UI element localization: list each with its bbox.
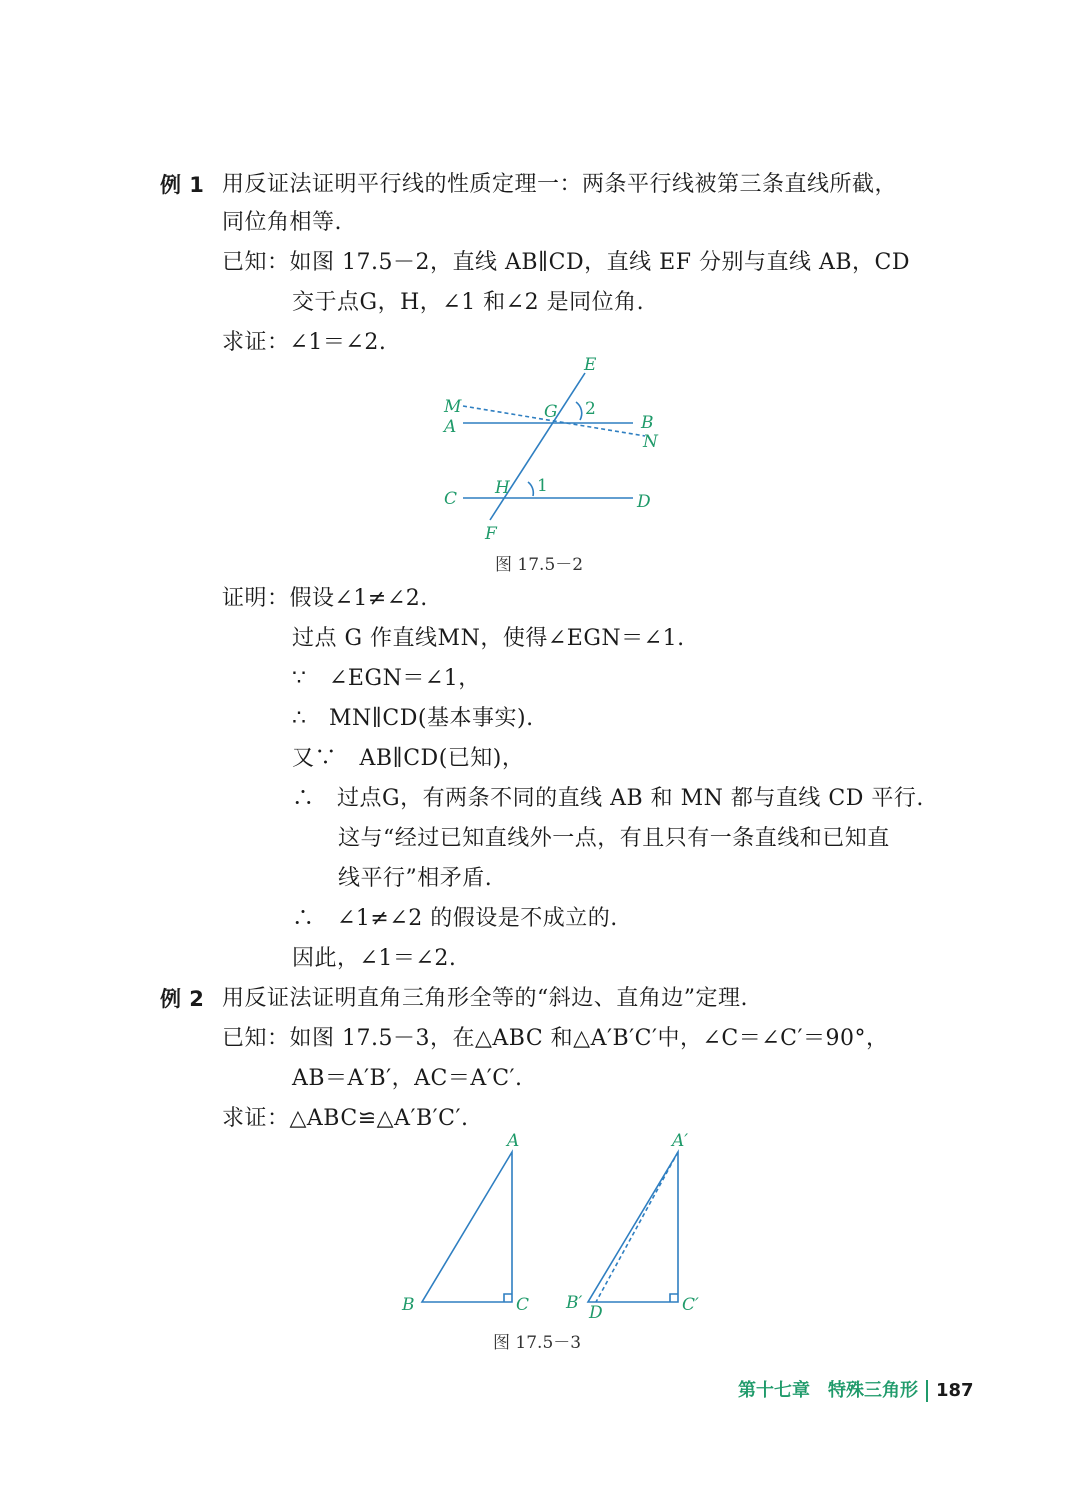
page-number: 187 bbox=[936, 1380, 974, 1401]
figure-caption-17-5-3: 图 17.5－3 bbox=[493, 1333, 582, 1353]
label-tri-c1: C′ bbox=[682, 1295, 699, 1315]
example1-given-line1: 已知：如图 17.5－2，直线 AB∥CD，直线 EF 分别与直线 AB，CD bbox=[222, 250, 910, 275]
label-c: C bbox=[444, 489, 458, 509]
label-f: F bbox=[485, 524, 497, 544]
example2-label: 例 2 bbox=[160, 987, 205, 1011]
footer-divider bbox=[926, 1380, 928, 1402]
label-tri-a1: A′ bbox=[672, 1131, 689, 1151]
label-n: N bbox=[643, 432, 658, 452]
label-tri-d: D bbox=[589, 1303, 603, 1323]
proof-line-6: ∴ 过点G，有两条不同的直线 AB 和 MN 都与直线 CD 平行. bbox=[292, 786, 924, 811]
label-d: D bbox=[637, 492, 651, 512]
proof-line-3: ∵ ∠EGN＝∠1， bbox=[292, 666, 481, 691]
label-a: A bbox=[444, 417, 457, 437]
label-2: 2 bbox=[585, 399, 596, 419]
label-tri-a: A bbox=[507, 1131, 520, 1151]
example2-title-text: 用反证法证明直角三角形全等的“斜边、直角边”定理. bbox=[222, 986, 748, 1011]
example2-given-line1: 已知：如图 17.5－3，在△ABC 和△A′B′C′中，∠C＝∠C′＝90°， bbox=[222, 1026, 889, 1051]
right-angle-c bbox=[504, 1294, 512, 1302]
triangle-abc bbox=[422, 1152, 512, 1302]
proof-line-7: 这与“经过已知直线外一点，有且只有一条直线和已知直 bbox=[338, 826, 890, 851]
label-1: 1 bbox=[537, 476, 548, 496]
label-g: G bbox=[544, 402, 558, 422]
label-b: B bbox=[641, 413, 654, 433]
example2-given-line2: AB＝A′B′，AC＝A′C′. bbox=[292, 1066, 523, 1091]
angle-2-arc bbox=[576, 402, 582, 420]
page-footer bbox=[738, 1378, 974, 1404]
proof-line-5: 又∵ AB∥CD(已知)， bbox=[292, 746, 525, 771]
example2-prove: 求证：△ABC≌△A′B′C′. bbox=[222, 1106, 469, 1131]
proof-line-10: 因此，∠1＝∠2. bbox=[292, 946, 457, 971]
proof-line-9: ∴ ∠1≠∠2 的假设是不成立的. bbox=[292, 906, 618, 931]
label-h: H bbox=[495, 478, 510, 498]
label-e: E bbox=[584, 355, 597, 375]
angle-1-arc bbox=[528, 482, 533, 496]
figure-caption-17-5-2: 图 17.5－2 bbox=[495, 555, 584, 575]
proof-line-1: 证明：假设∠1≠∠2. bbox=[222, 586, 428, 611]
example2-title-line bbox=[160, 984, 748, 1015]
example1-label: 例 1 bbox=[160, 173, 205, 197]
label-tri-b1: B′ bbox=[566, 1293, 583, 1313]
proof-line-2: 过点 G 作直线MN，使得∠EGN＝∠1. bbox=[292, 626, 685, 651]
triangle-a1b1c1 bbox=[588, 1152, 678, 1302]
example1-title-line2: 同位角相等. bbox=[222, 210, 342, 235]
label-tri-c: C bbox=[516, 1295, 530, 1315]
example1-given-line2: 交于点G，H，∠1 和∠2 是同位角. bbox=[292, 290, 645, 315]
example1-title-text: 用反证法证明平行线的性质定理一：两条平行线被第三条直线所截， bbox=[222, 172, 898, 197]
label-m: M bbox=[444, 397, 462, 417]
example1-prove: 求证：∠1＝∠2. bbox=[222, 330, 387, 355]
right-angle-c1 bbox=[670, 1294, 678, 1302]
chapter-title: 第十七章 特殊三角形 bbox=[738, 1380, 918, 1401]
proof-line-8: 线平行”相矛盾. bbox=[338, 866, 493, 891]
label-tri-b: B bbox=[402, 1295, 415, 1315]
segment-a1d bbox=[596, 1152, 678, 1302]
proof-line-4: ∴ MN∥CD(基本事实). bbox=[292, 706, 534, 731]
